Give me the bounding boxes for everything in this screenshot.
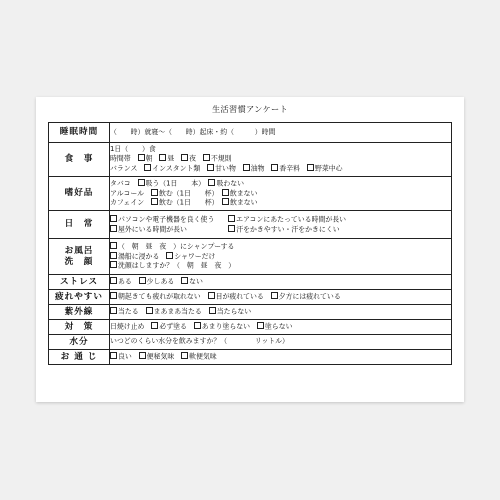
option-line: 当たる まあまあ当たる 当たらない bbox=[110, 307, 451, 317]
checkbox[interactable] bbox=[159, 154, 166, 161]
row-label-bowel bbox=[49, 350, 110, 365]
option-line: （ 時）就寝～（ 時）起床・約（ ）時間 bbox=[110, 127, 276, 136]
row-label-text: お風呂 bbox=[64, 245, 94, 256]
checkbox[interactable] bbox=[166, 252, 173, 259]
checkbox[interactable] bbox=[146, 307, 153, 314]
survey-row-fatigue bbox=[49, 290, 452, 305]
row-content-sleep bbox=[110, 123, 452, 143]
checkbox[interactable] bbox=[151, 198, 158, 205]
row-content-stress bbox=[110, 275, 452, 290]
row-label-bath bbox=[49, 239, 110, 275]
checkbox[interactable] bbox=[222, 189, 229, 196]
row-label-daily bbox=[49, 211, 110, 239]
checkbox[interactable] bbox=[257, 322, 264, 329]
survey-row-water bbox=[49, 335, 452, 350]
row-label-text: 日 常 bbox=[64, 219, 94, 229]
checkbox[interactable] bbox=[139, 277, 146, 284]
row-content-meals bbox=[110, 143, 452, 177]
row-label-text: 洗 顔 bbox=[64, 256, 94, 267]
row-label-water bbox=[49, 335, 110, 350]
checkbox[interactable] bbox=[208, 179, 215, 186]
option-line: （ 朝 昼 夜 ）にシャンプーする bbox=[110, 242, 451, 252]
row-label-measures bbox=[49, 320, 110, 335]
row-label-habits bbox=[49, 177, 110, 211]
checkbox[interactable] bbox=[138, 179, 145, 186]
row-content-fatigue bbox=[110, 290, 452, 305]
checkbox[interactable] bbox=[243, 164, 250, 171]
row-label-text: お 通 じ bbox=[60, 351, 98, 362]
option-line: 朝起きても疲れが取れない 目が疲れている 夕方には疲れている bbox=[110, 292, 451, 302]
option-line: いつどのくらい水分を飲みますか？（ リットル） bbox=[110, 337, 289, 346]
row-label-text: 対 策 bbox=[64, 321, 94, 332]
survey-row-habits bbox=[49, 177, 452, 211]
checkbox[interactable] bbox=[110, 292, 117, 299]
row-label-uv bbox=[49, 305, 110, 320]
checkbox[interactable] bbox=[151, 322, 158, 329]
row-label-text: 食 事 bbox=[64, 154, 94, 164]
checkbox[interactable] bbox=[110, 277, 117, 284]
checkbox[interactable] bbox=[181, 277, 188, 284]
checkbox[interactable] bbox=[110, 215, 117, 222]
checkbox[interactable] bbox=[271, 164, 278, 171]
row-content-habits bbox=[110, 177, 452, 211]
checkbox[interactable] bbox=[194, 322, 201, 329]
row-content-measures bbox=[110, 320, 452, 335]
checkbox[interactable] bbox=[110, 261, 117, 268]
checkbox[interactable] bbox=[228, 225, 235, 232]
survey-row-measures bbox=[49, 320, 452, 335]
option-line: 時間帯 朝 昼 夜 不規則 bbox=[110, 154, 232, 163]
checkbox[interactable] bbox=[110, 307, 117, 314]
checkbox[interactable] bbox=[271, 292, 278, 299]
checkbox[interactable] bbox=[138, 154, 145, 161]
checkbox[interactable] bbox=[110, 252, 117, 259]
survey-row-sleep bbox=[49, 123, 452, 143]
checkbox[interactable] bbox=[144, 164, 151, 171]
row-content-bath bbox=[110, 239, 452, 275]
row-content-daily bbox=[110, 211, 452, 239]
option-line: 屋外にいる時間が長い 汗をかきやすい・汗をかきにくい bbox=[110, 225, 451, 235]
row-label-text: 水分 bbox=[69, 336, 89, 347]
survey-table bbox=[48, 122, 452, 365]
row-label-text: 嗜好品 bbox=[64, 188, 94, 198]
option-line: 湯船に浸かる シャワーだけ bbox=[110, 252, 451, 262]
row-label-stress bbox=[49, 275, 110, 290]
survey-row-daily bbox=[49, 211, 452, 239]
survey-row-meals bbox=[49, 143, 452, 177]
survey-row-bath bbox=[49, 239, 452, 275]
checkbox[interactable] bbox=[307, 164, 314, 171]
row-content-uv bbox=[110, 305, 452, 320]
row-label-text: ストレス bbox=[59, 276, 99, 287]
checkbox[interactable] bbox=[181, 352, 188, 359]
checkbox[interactable] bbox=[228, 215, 235, 222]
survey-card bbox=[36, 97, 464, 402]
checkbox[interactable] bbox=[208, 292, 215, 299]
row-label-meals bbox=[49, 143, 110, 177]
option-line: カフェイン 飲む（1日 杯） 飲まない bbox=[110, 198, 258, 207]
row-label-text: 疲れやすい bbox=[55, 291, 103, 302]
checkbox[interactable] bbox=[181, 154, 188, 161]
row-content-bowel bbox=[110, 350, 452, 365]
row-content-water bbox=[110, 335, 452, 350]
checkbox[interactable] bbox=[151, 189, 158, 196]
checkbox[interactable] bbox=[139, 352, 146, 359]
option-line: 日焼け止め 必ず塗る あまり塗らない 塗らない bbox=[110, 322, 293, 331]
page-title: 生活習慣アンケート bbox=[212, 104, 288, 114]
survey-row-uv bbox=[49, 305, 452, 320]
row-label-sleep bbox=[49, 123, 110, 143]
checkbox[interactable] bbox=[110, 352, 117, 359]
survey-row-stress bbox=[49, 275, 452, 290]
survey-row-bowel bbox=[49, 350, 452, 365]
option-line: 1日（ ）食 bbox=[110, 145, 156, 154]
option-line: ある 少しある ない bbox=[110, 277, 451, 287]
row-label-fatigue bbox=[49, 290, 110, 305]
row-label-text: 紫外線 bbox=[64, 306, 94, 317]
checkbox[interactable] bbox=[110, 225, 117, 232]
checkbox[interactable] bbox=[222, 198, 229, 205]
option-line: 洗顔はしますか？（ 朝 昼 夜 ） bbox=[110, 261, 451, 271]
checkbox[interactable] bbox=[207, 164, 214, 171]
checkbox[interactable] bbox=[209, 307, 216, 314]
option-line: バランス インスタント類 甘い物 油物 香辛料 野菜中心 bbox=[110, 164, 343, 173]
option-line: 良い 便秘気味 軟便気味 bbox=[110, 352, 451, 362]
row-label-text: 睡眠時間 bbox=[59, 127, 99, 137]
option-line: パソコンや電子機器を良く使う エアコンにあたっている時間が長い bbox=[110, 215, 451, 225]
option-line: アルコール 飲む（1日 杯） 飲まない bbox=[110, 189, 258, 198]
checkbox[interactable] bbox=[203, 154, 210, 161]
checkbox[interactable] bbox=[110, 242, 117, 249]
option-line: タバコ 吸う（1日 本） 吸わない bbox=[110, 179, 245, 188]
